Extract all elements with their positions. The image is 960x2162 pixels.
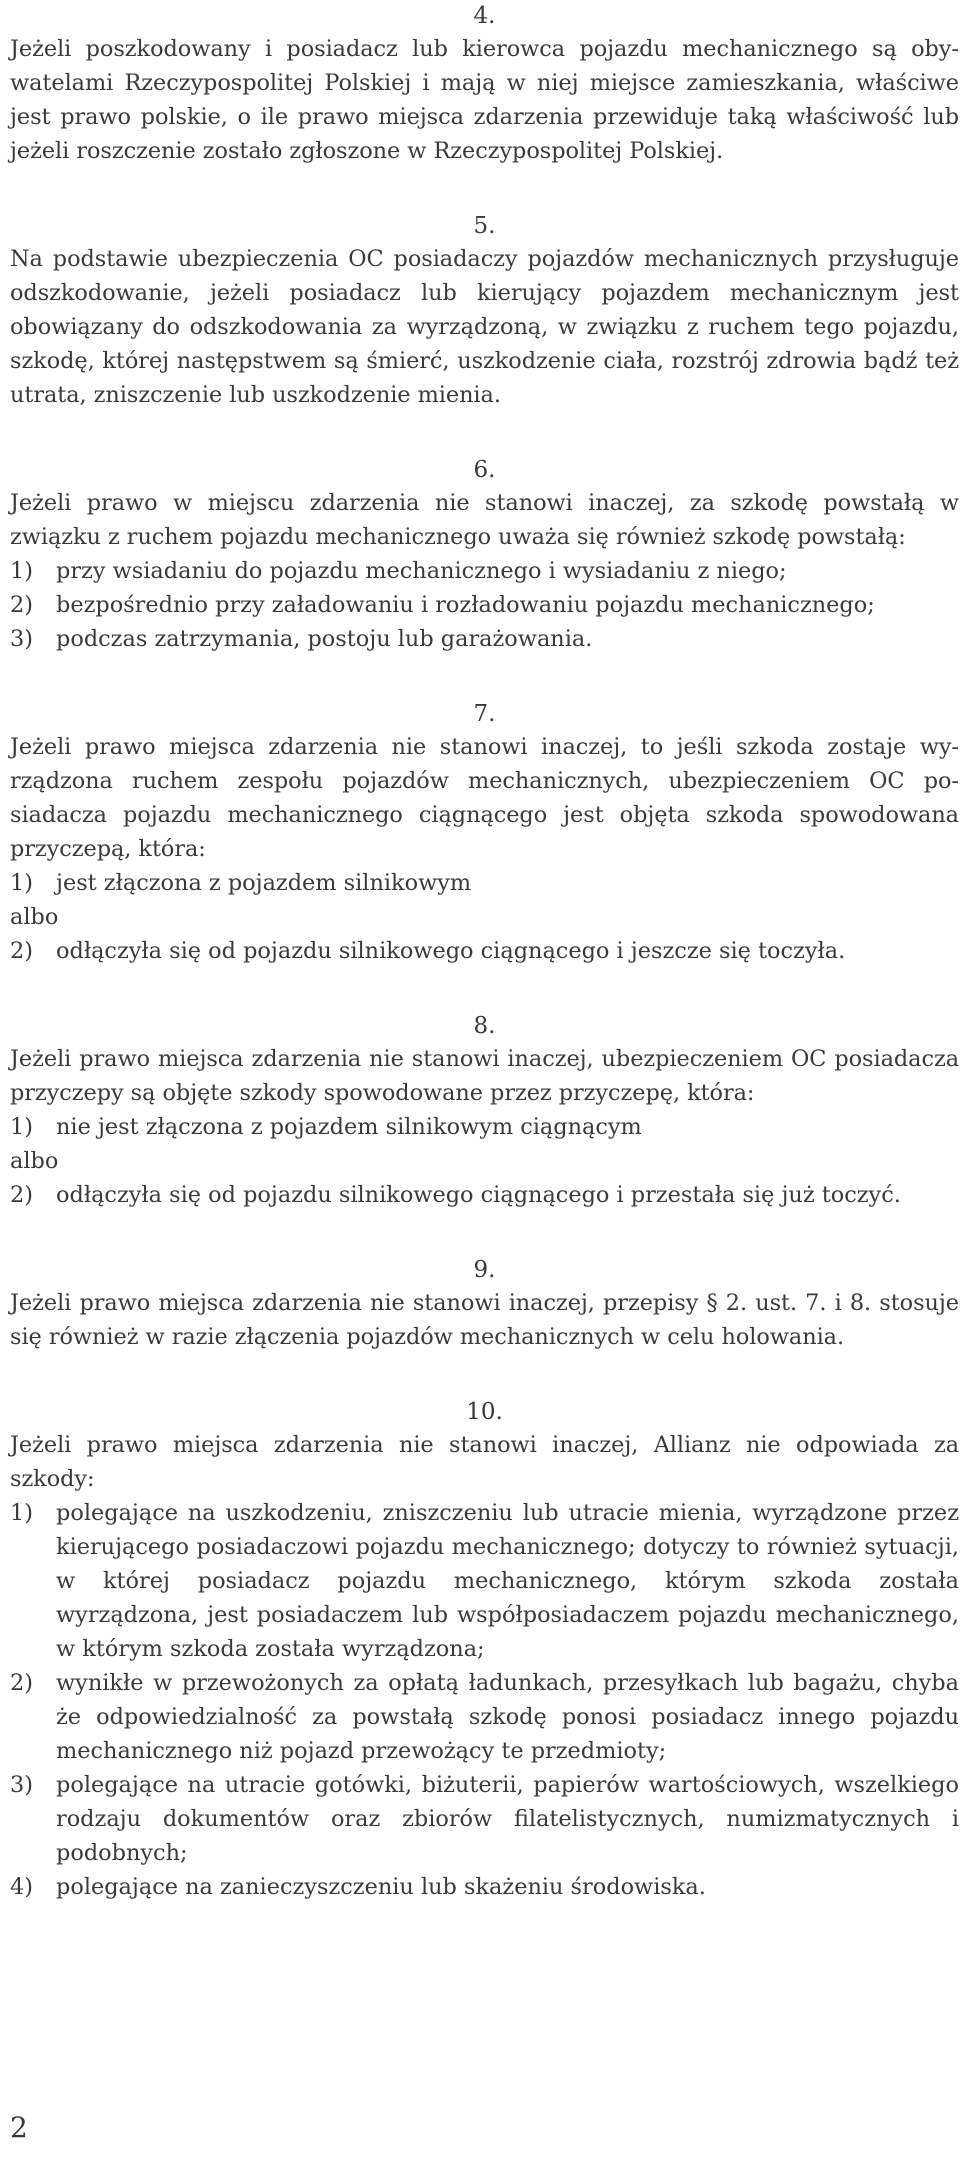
section-number: 7.: [473, 701, 496, 727]
section-number: 6.: [473, 457, 496, 483]
section-number: 4.: [473, 3, 496, 29]
document-page: [10, 0, 959, 1904]
list-item: [10, 1870, 959, 1904]
list-item-label: 2): [10, 1182, 33, 1208]
list-item-label: 4): [10, 1874, 33, 1900]
list-item-label: 2): [10, 938, 33, 964]
section-text: Jeżeli poszkodowany i posiadacz lub kierowca pojazdu mechanicznego są obywatelami Rzeczypospolitej Polskiej i mają w niej miejsce zamieszkania, właściwe jest prawo polskie, o ile prawo miejsca zdarzenia przewiduje taką właściwość lub jeżeli roszczenie zostało zgłoszone w Rzeczypospolitej Polskiej.: [10, 36, 959, 164]
section-number: 9.: [473, 1257, 496, 1283]
list-item-label: 2): [10, 592, 33, 618]
list-item-label: 1): [10, 870, 33, 896]
section-text: Jeżeli prawo w miejscu zdarzenia nie stanowi inaczej, za szkodę powstałą w związku z ruchem pojazdu mechanicznego uważa się również szkodę powstałą:: [10, 490, 959, 550]
list-item: [10, 588, 959, 622]
section-text: Jeżeli prawo miejsca zdarzenia nie stanowi inaczej, Allianz nie odpowiada za szkody:: [10, 1432, 959, 1492]
list-item: [10, 622, 959, 656]
list-item-text: bezpośrednio przy załadowaniu i rozładowaniu pojazdu mechanicznego;: [56, 592, 875, 618]
section-text: Na podstawie ubezpieczenia OC posiadaczy pojazdów mechanicznych przysługuje odszkodowanie, jeżeli posiadacz lub kierujący pojazdem mechanicznym jest obowiązany do odszkodowania za wyrządzoną, w związku z ruchem tego pojazdu, szkodę, której następstwem są śmierć, uszkodzenie ciała, rozstrój zdrowia bądź też utrata, zniszczenie lub uszkodzenie mienia.: [10, 246, 959, 408]
list-item: [10, 1666, 959, 1768]
connector-text: albo: [10, 1148, 59, 1174]
section-text: Jeżeli prawo miejsca zdarzenia nie stanowi inaczej, przepisy § 2. ust. 7. i 8. stosuje się również w razie złączenia pojazdów mechanicznych w celu holowania.: [10, 1290, 959, 1350]
section-text: Jeżeli prawo miejsca zdarzenia nie stanowi inaczej, to jeśli szkoda zostaje wyrządzona ruchem zespołu pojazdów mechanicznych, ubezpieczeniem OC posiadacza pojazdu mechanicznego ciągnącego jest objęta szkoda spowodowana przyczepą, która:: [10, 734, 959, 862]
list-item-text: nie jest złączona z pojazdem silnikowym ciągnącym: [56, 1114, 642, 1140]
list-item-text: polegające na uszkodzeniu, zniszczeniu lub utracie mienia, wyrządzone przez kierującego posiadaczowi pojazdu mechanicznego; dotyczy to również sytuacji, w której posiadacz pojazdu mechanicznego, którym szkoda została wyrządzona, jest posiadaczem lub współposiadaczem pojazdu mechanicznego, w którym szkoda została wyrządzona;: [56, 1500, 959, 1662]
section-number: 10.: [466, 1399, 503, 1425]
list-item: [10, 1768, 959, 1870]
list-item-label: 1): [10, 1114, 33, 1140]
list-item: [10, 1496, 959, 1666]
page-number: 2: [10, 2111, 28, 2144]
list-item: [10, 1178, 959, 1212]
section-10: [10, 1396, 959, 1904]
section-number: 5.: [473, 213, 496, 239]
list-item-text: odłączyła się od pojazdu silnikowego ciągnącego i przestała się już toczyć.: [56, 1182, 901, 1208]
list-item: [10, 934, 959, 968]
list-item-text: podczas zatrzymania, postoju lub garażowania.: [56, 626, 593, 652]
list-item-text: polegające na utracie gotówki, biżuterii, papierów wartościowych, wszelkiego rodzaju dokumentów oraz zbiorów filatelistycznych, numizmatycznych i podobnych;: [56, 1772, 959, 1866]
section-5: [10, 210, 959, 412]
list-item-text: przy wsiadaniu do pojazdu mechanicznego i wysiadaniu z niego;: [56, 558, 787, 584]
list-item-text: polegające na zanieczyszczeniu lub skażeniu środowiska.: [56, 1874, 706, 1900]
list-item-text: odłączyła się od pojazdu silnikowego ciągnącego i jeszcze się toczyła.: [56, 938, 846, 964]
connector-text: albo: [10, 904, 59, 930]
list-item: [10, 1110, 959, 1144]
list-item-label: 1): [10, 558, 33, 584]
list-item-text: jest złączona z pojazdem silnikowym: [56, 870, 472, 896]
section-6: [10, 454, 959, 656]
section-text: Jeżeli prawo miejsca zdarzenia nie stanowi inaczej, ubezpieczeniem OC posiadacza przyczepy są objęte szkody spowodowane przez przyczepę, która:: [10, 1046, 959, 1106]
list-item-label: 2): [10, 1670, 33, 1696]
list-item-label: 3): [10, 626, 33, 652]
section-8: [10, 1010, 959, 1212]
list-item: [10, 866, 959, 900]
list-item-label: 1): [10, 1500, 33, 1526]
list-item-text: wynikłe w przewożonych za opłatą ładunkach, przesyłkach lub bagażu, chyba że odpowiedzialność za powstałą szkodę ponosi posiadacz innego pojazdu mechanicznego niż pojazd przewożący te przedmioty;: [56, 1670, 959, 1764]
section-7: [10, 698, 959, 968]
section-9: [10, 1254, 959, 1354]
section-4: [10, 0, 959, 168]
section-number: 8.: [473, 1013, 496, 1039]
list-item-label: 3): [10, 1772, 33, 1798]
list-item: [10, 554, 959, 588]
